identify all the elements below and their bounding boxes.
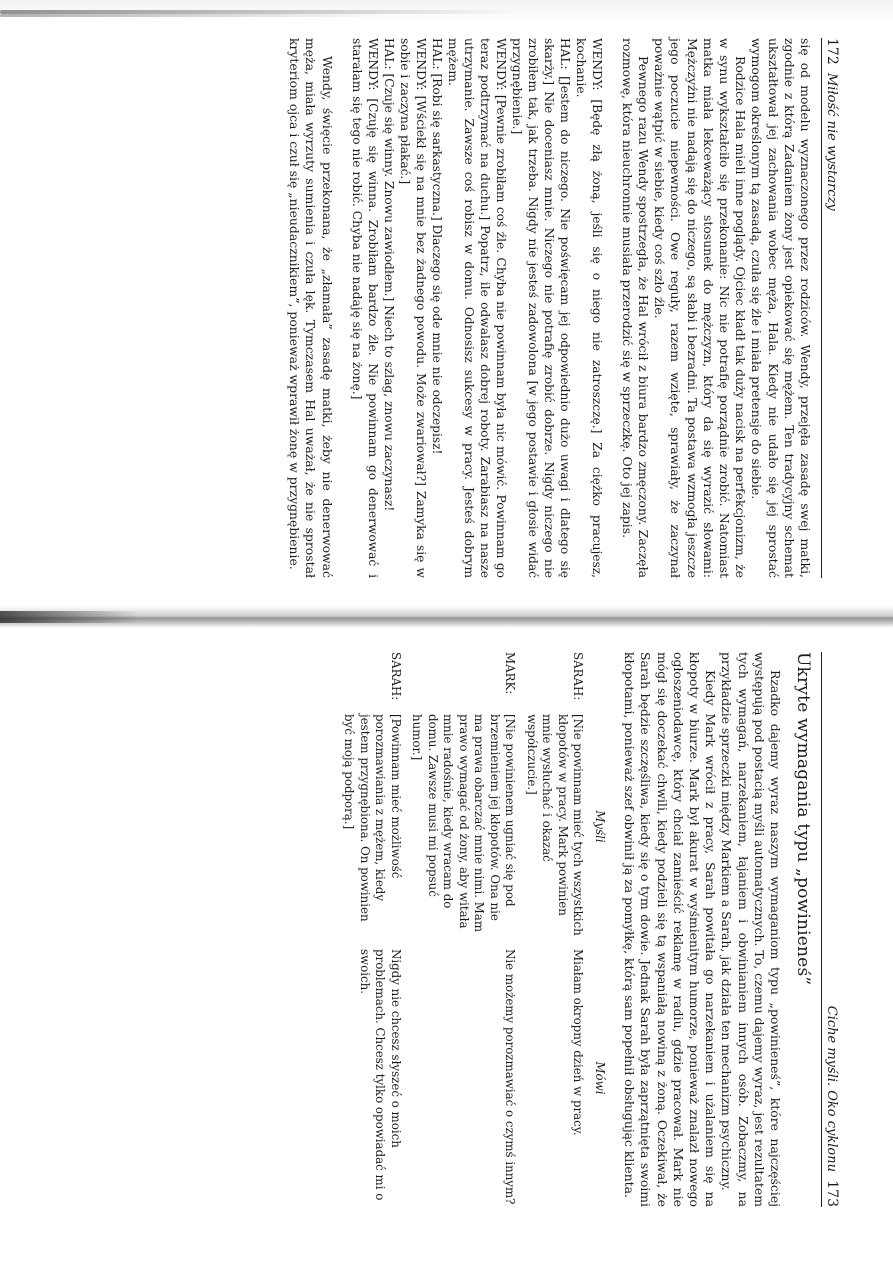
dialogue-line: WENDY: [Będę złą żoną, jeśli się o niego nie zatroszczę.] Za ciężko pracujesz, kochanie. [573, 38, 604, 578]
table-row [523, 652, 585, 1207]
thought-cell: [Nie powinnam mieć tych wszystkich kłopotów w pracy. Mark powinien mnie wysłuchać i okazać współczucie.] [524, 714, 586, 936]
page-172 [80, 38, 840, 578]
dialogue-line: HAL: [Czuje się winny. Znowu zawiodłem.] Niech to szlag, znowu zaczynasz! [381, 38, 396, 512]
speaker-name: SARAH: [388, 652, 403, 701]
page-header-172 [821, 38, 840, 578]
column-header-thoughts: Myśli [592, 810, 607, 843]
paragraph: Rodzice Hala mieli inne poglądy. Ojciec kładł tak duży nacisk na perfekcjonizm, że w synu wykształciło się przekonanie: Nic nie potrafię porządnie zrobić. Natomiast matka miała lekceważący stosunek do mężczyzn, który da się wyrazić słowami: Mężczyźni nie nadają się do niczego, są słabi i bezradni. Ta postawa wzmogła jeszcze jego poczucie niepewności. Owe reguły, razem wzięte, sprawiały, że zaczynał poważnie wątpić w siebie, kiedy coś szło źle. [652, 38, 749, 578]
page-header-173 [821, 652, 840, 1207]
speaker-name: MARK: [503, 652, 518, 695]
column-header-says: Mówi [592, 1061, 607, 1095]
paragraph: Rzadko dajemy wyraz naszym wymaganiom typu „powinieneś”, które najczęściej występują pod postacią myśli automatycznych. To, czemu dajemy wyraz, jest rezultatem tych wymagań, narzekaniem, łajaniem i obwinianiem innych osób. Zobaczmy, na przykładzie sprzeczki między Markiem a Sarah, jak działa ten mechanizm psychiczny. [719, 652, 783, 1207]
running-title: Ciche myśli. Oko cyklonu [824, 1005, 839, 1172]
thoughts-vs-speech-table [341, 652, 607, 1207]
paragraph: Kiedy Mark wrócił z pracy, Sarah powitała go narzekaniem i użalaniem się na kłopoty w biurze. Mark był akurat w wyśmienitym humorze, ponieważ znalazł nowego ogłoszeniodawcę, który chciał zamieścić reklamę w radiu, gdzie pracował. Mark nie mógł się doczekać chwili, kiedy podzieli się tą wspaniałą nowiną z żoną. Oczekiwał, że Sarah będzie szczęśliwa, kiedy się o tym dowie. Jednak Sarah była zaprzątnięta swoimi kłopotami, ponieważ szef obwinił ją za pomyłkę, którą sam popełnił obsługując klienta. [622, 652, 719, 1207]
table-row [341, 652, 403, 1207]
said-cell: Miałam okropny dzień w pracy. [571, 949, 586, 1136]
paragraph: się od modelu wyznaczonego przez rodziców. Wendy, przejęła zasadę swej matki, zgodnie z którą Zadaniem żony jest opiekować się mężem. Ten tradycyjny schemat ukształtował jej zachowania wobec męża, Hala. Kiedy nie udało się jej sprostać wymogom określonym tą zasadą, czuła się źle i miała pretensje do siebie. [749, 38, 813, 578]
page-number: 173 [824, 1180, 840, 1207]
dialogue-line: WENDY: [Pewnie zrobiłam coś źle. Chyba nie powinnam była nic mówić. Powinnam go teraz podtrzymać na duchu.] Popatrz, ile odwalasz dobrej roboty. Zarabiasz na nasze utrzymanie. Zawsze coś robisz w domu. Odnosisz sukcesy w pracy. Jesteś dobrym mężem. [445, 38, 508, 578]
thought-cell: [Powinnam mieć możliwość porozmawiania z mężem, kiedy jestem przygnębiona. On powinien być moją podporą.] [342, 714, 403, 922]
said-cell: Nie możemy porozmawiać o czymś innym? [503, 949, 518, 1205]
thought-cell: [Nie powinienem ugniać się pod brzemieniem jej kłopotów. Ona nie ma prawa obarczać mnie nimi. Mam prawo wymagać od żony, aby witała mnie radośnie, kiedy wracam do domu. Zawsze musi mi popsuć humor.] [410, 714, 518, 933]
book-gutter-edge [0, 611, 140, 623]
running-title: Miłość nie wystarczy [824, 73, 839, 211]
scan-streak [0, 14, 380, 17]
said-cell: Nigdy nie chcesz słyszeć o moich problemach. Chcesz tylko opowiadać mi o swoich. [357, 949, 403, 1201]
dialogue-line: WENDY: [Czuję się winna. Zrobiłam bardzo źle. Nie powinnam go denerwować i starałam się tego nie robić. Chyba nie nadaję się na żonę.] [349, 38, 380, 578]
section-heading: Ukryte wymagania typu „powinieneś” [793, 652, 813, 986]
speaker-name: SARAH: [571, 652, 586, 701]
dialogue-line: WENDY: [Wściekł się na mnie bez żadnego powodu. Może zwariował?] Zamyka się w sobie i zaczyna płakać.] [397, 38, 428, 578]
page-173 [80, 652, 840, 1207]
page-number: 172 [824, 38, 840, 65]
paragraph: Pewnego razu Wendy spostrzegła, że Hal wrócił z biura bardzo zmęczony. Zaczęła rozmowę, która nieuchronnie musiała przerodzić się w sprzeczkę. Oto jej zapis. [619, 38, 651, 578]
table-row [409, 652, 518, 1207]
closing-paragraph: Wendy, święcie przekonana, że „złamała” zasadę matki, żeby nie denerwować męża, miała wyrzuty sumienia i czuła lęk. Tymczasem Hal uważał, że nie sprostał kryteriom ojca i czuł się „nieudacznikiem”, ponieważ wprawił żonę w przygnębienie. [287, 38, 335, 578]
table-header-row [591, 652, 607, 1207]
dialogue-line: HAL: [Jestem do niczego. Nie poświęcam jej odpowiednio dużo uwagi i dlatego się skarży.] Nie doceniasz mnie. Niczego nie potrafię zrobić dobrze. Nigdy niczego nie zrobiłem tak, jak trzeba. Nigdy nie jesteś zadowolona [w jego postawie i głosie widać przygnębienie.] [509, 38, 572, 578]
dialogue-line: HAL: [Robi się sarkastyczna.] Dlaczego się ode mnie nie odczepisz! [429, 38, 444, 455]
